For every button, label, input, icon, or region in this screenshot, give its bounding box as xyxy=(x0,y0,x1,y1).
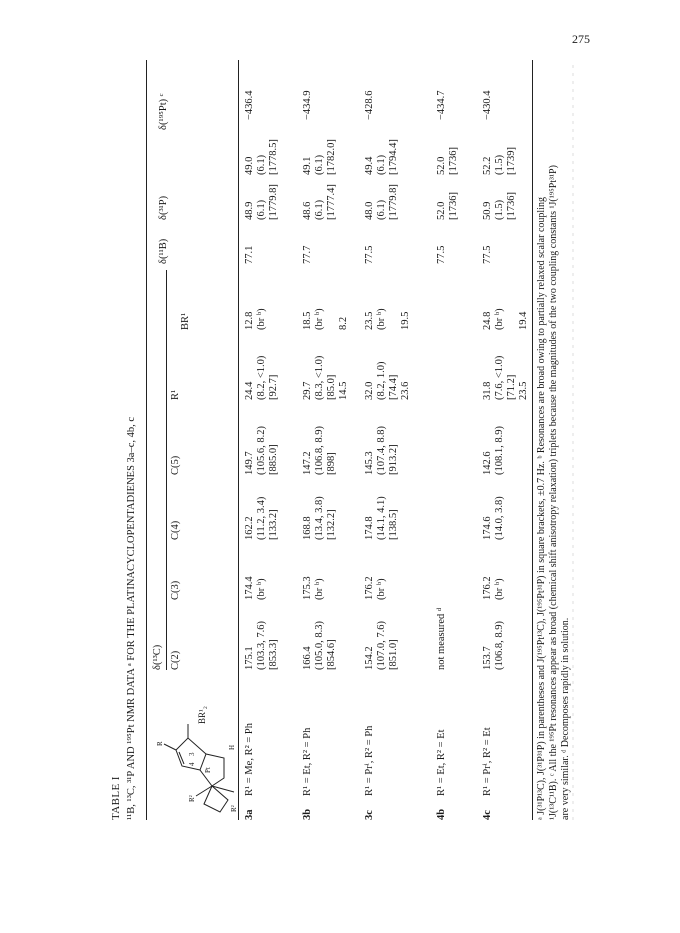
header-c2: C(2) xyxy=(170,650,181,670)
c3-note: (br ᵇ) xyxy=(494,578,505,600)
row-id: 4c xyxy=(482,810,493,820)
p31a-shift: 48.0 xyxy=(364,201,375,220)
p31a-pt-coupling: [1736] xyxy=(448,192,459,220)
c2-coupling: (105.0, 8.3) xyxy=(314,621,325,670)
svg-text:R²: R² xyxy=(230,805,238,812)
c5-shift: 147.2 xyxy=(302,451,313,475)
c2-pt-coupling: [851.0] xyxy=(388,639,399,670)
bottom-rule xyxy=(532,60,533,820)
c4-pt-coupling: [138.5] xyxy=(388,509,399,540)
br1-shift: 12.8 xyxy=(244,311,255,330)
c4-coupling: (11.2, 3.4) xyxy=(256,496,267,540)
p31b-pt-coupling: [1739] xyxy=(506,147,517,175)
r1-shift: 24.4 xyxy=(244,381,255,400)
table-caption: ¹¹B, ¹³C, ³¹P AND ¹⁹⁵Pt NMR DATA ᵃ FOR THE PLATINACYCLOPENTADIENES 3a–c, 4b, c xyxy=(126,416,137,820)
header-b11: δ(¹¹B) xyxy=(158,238,169,264)
header-br1: BR¹ xyxy=(180,312,191,330)
c3-shift: 174.4 xyxy=(244,576,255,600)
r1-coupling: (8.2, <1.0) xyxy=(256,355,267,400)
row-substituents: R¹ = Prⁱ, R² = Et xyxy=(482,727,493,796)
c2-pt-coupling: [853.3] xyxy=(268,639,279,670)
footnote-line-3: are very similar. ᵈ Decomposes rapidly in solution. xyxy=(560,617,571,820)
c4-coupling: (13.4, 3.8) xyxy=(314,496,325,540)
br1-shift: 18.5 xyxy=(302,311,313,330)
p31a-coupling: (6.1) xyxy=(314,199,325,220)
c4-coupling: (14.1, 4.1) xyxy=(376,496,387,540)
r1-shift: 31.8 xyxy=(482,381,493,400)
p31b-coupling: (6.1) xyxy=(314,154,325,175)
p31a-pt-coupling: [1779.8] xyxy=(268,184,279,220)
header-pt195: δ(¹⁹⁵Pt) ᶜ xyxy=(158,93,169,130)
br1-note: (br ᵇ) xyxy=(256,308,267,330)
c5-pt-coupling: [885.0] xyxy=(268,444,279,475)
c5-shift: 142.6 xyxy=(482,451,493,475)
c4-shift: 174.6 xyxy=(482,516,493,540)
c4-pt-coupling: [132.2] xyxy=(326,509,337,540)
svg-text:R: R xyxy=(156,741,164,746)
p31b-coupling: (1.5) xyxy=(494,154,505,175)
pt-shift: −436.4 xyxy=(244,90,255,120)
r1-pt-coupling: [85.0] xyxy=(326,374,337,400)
br1-note: (br ᵇ) xyxy=(314,308,325,330)
b11-shift: 77.5 xyxy=(436,245,447,264)
c3-shift: 176.2 xyxy=(482,576,493,600)
p31b-shift: 52.2 xyxy=(482,156,493,175)
page-number: 275 xyxy=(572,32,590,46)
bleed-through-text xyxy=(572,60,574,820)
svg-text:R²: R² xyxy=(188,795,196,802)
c4-shift: 162.2 xyxy=(244,516,255,540)
r1-coupling: (8.3, <1.0) xyxy=(314,355,325,400)
c5-shift: 145.3 xyxy=(364,451,375,475)
pt-shift: −428.6 xyxy=(364,90,375,120)
c3-shift: 176.2 xyxy=(364,576,375,600)
c4-pt-coupling: [133.2] xyxy=(268,509,279,540)
c2-pt-coupling: [854.6] xyxy=(326,639,337,670)
row-substituents: R¹ = Me, R² = Ph xyxy=(244,723,255,796)
c5-coupling: (106.8, 8.9) xyxy=(314,426,325,475)
row-substituents: R¹ = Et, R² = Ph xyxy=(302,727,313,796)
header-p31: δ(³¹P) xyxy=(158,195,169,220)
p31a-shift: 50.9 xyxy=(482,201,493,220)
c4-coupling: (14.0, 3.8) xyxy=(494,496,505,540)
br1-methyl-shift: 19.5 xyxy=(400,311,411,330)
p31b-coupling: (6.1) xyxy=(376,154,387,175)
c2-coupling: (106.8, 8.9) xyxy=(494,621,505,670)
r1-coupling: (7.6, <1.0) xyxy=(494,355,505,400)
c3-note: (br ᵇ) xyxy=(256,578,267,600)
p31b-pt-coupling: [1782.0] xyxy=(326,139,337,175)
c5-coupling: (105.6, 8.2) xyxy=(256,426,267,475)
p31a-coupling: (6.1) xyxy=(376,199,387,220)
p31b-shift: 49.4 xyxy=(364,156,375,175)
c2-coupling: (103.3, 7.6) xyxy=(256,621,267,670)
p31b-pt-coupling: [1794.4] xyxy=(388,139,399,175)
pt-shift: −434.7 xyxy=(436,90,447,120)
br1-methyl-shift: 19.4 xyxy=(518,311,529,330)
c4-shift: 174.8 xyxy=(364,516,375,540)
p31a-pt-coupling: [1777.4] xyxy=(326,184,337,220)
br1-shift: 23.5 xyxy=(364,311,375,330)
p31b-shift: 49.1 xyxy=(302,156,313,175)
svg-text:Pt: Pt xyxy=(204,767,212,773)
c5-shift: 149.7 xyxy=(244,451,255,475)
header-c13-group: δ(¹³C) xyxy=(152,644,163,670)
svg-text:H: H xyxy=(228,744,236,750)
b11-shift: 77.5 xyxy=(364,245,375,264)
c2-shift: 153.7 xyxy=(482,646,493,670)
p31a-coupling: (6.1) xyxy=(256,199,267,220)
p31a-shift: 48.6 xyxy=(302,201,313,220)
c2-shift: 166.4 xyxy=(302,646,313,670)
c5-pt-coupling: [898] xyxy=(326,452,337,475)
c3-note: (br ᵇ) xyxy=(314,578,325,600)
r1-pt-coupling: [92.7] xyxy=(268,374,279,400)
p31b-pt-coupling: [1736] xyxy=(448,147,459,175)
table-label: TABLE I xyxy=(110,776,122,820)
b11-shift: 77.5 xyxy=(482,245,493,264)
br1-methyl-shift: 8.2 xyxy=(338,316,349,330)
c13-rule xyxy=(166,270,167,670)
svg-text:3: 3 xyxy=(188,752,196,756)
c5-pt-coupling: [913.2] xyxy=(388,444,399,475)
p31a-shift: 52.0 xyxy=(436,201,447,220)
footnote-line-1: ᵃ J(³¹P¹³C), J(³¹P³¹P) in parentheses and J(¹⁹⁵Pt¹³C), J(¹⁹⁵Pt³¹P) in square brackets, ±0.7 Hz. ᵇ Resonances are broad owing to partially relaxed scalar coupling xyxy=(536,197,547,820)
c2-coupling: (107.0, 7.6) xyxy=(376,621,387,670)
br1-note: (br ᵇ) xyxy=(494,308,505,330)
r1-pt-coupling: [71.2] xyxy=(506,374,517,400)
r1-methyl-shift: 23.5 xyxy=(518,381,529,400)
c5-coupling: (108.1, 8.9) xyxy=(494,426,505,475)
structure-label: BR¹₂ xyxy=(197,706,207,724)
r1-coupling: (8.2, 1.0) xyxy=(376,361,387,400)
p31a-coupling: (1.5) xyxy=(494,199,505,220)
svg-text:4: 4 xyxy=(188,762,196,766)
p31b-pt-coupling: [1778.5] xyxy=(268,139,279,175)
pt-shift: −430.4 xyxy=(482,90,493,120)
p31a-shift: 48.9 xyxy=(244,201,255,220)
b11-shift: 77.1 xyxy=(244,245,255,264)
p31b-shift: 49.0 xyxy=(244,156,255,175)
c2-shift: 154.2 xyxy=(364,646,375,670)
c2-shift: 175.1 xyxy=(244,646,255,670)
c5-coupling: (107.4, 8.8) xyxy=(376,426,387,475)
row-substituents: R¹ = Prⁱ, R² = Ph xyxy=(364,725,375,796)
r1-methyl-shift: 14.5 xyxy=(338,381,349,400)
r1-pt-coupling: [74.4] xyxy=(388,374,399,400)
row-id: 3b xyxy=(302,808,313,820)
row-id: 4b xyxy=(436,808,447,820)
c3-note: (br ᵇ) xyxy=(376,578,387,600)
p31b-coupling: (6.1) xyxy=(256,154,267,175)
c4-shift: 168.8 xyxy=(302,516,313,540)
header-c4: C(4) xyxy=(170,520,181,540)
row-id: 3a xyxy=(244,809,255,820)
r1-shift: 29.7 xyxy=(302,381,313,400)
p31a-pt-coupling: [1779.8] xyxy=(388,184,399,220)
p31b-shift: 52.0 xyxy=(436,156,447,175)
not-measured-note: not measured ᵈ xyxy=(436,607,447,670)
header-c3: C(3) xyxy=(170,580,181,600)
p31a-pt-coupling: [1736] xyxy=(506,192,517,220)
header-c5: C(5) xyxy=(170,455,181,475)
row-id: 3c xyxy=(364,810,375,820)
r1-methyl-shift: 23.6 xyxy=(400,381,411,400)
rotated-table xyxy=(110,60,580,820)
r1-shift: 32.0 xyxy=(364,381,375,400)
br1-note: (br ᵇ) xyxy=(376,308,387,330)
br1-shift: 24.8 xyxy=(482,311,493,330)
header-bottom-rule xyxy=(238,60,239,820)
c3-shift: 175.3 xyxy=(302,576,313,600)
footnote-line-2: ¹J(¹³C¹¹B). ᶜ All the ¹⁹⁵Pt resonances appear as broad (chemical shift anisotropy relaxation) triplets because the magnitudes of the two coupling constants ¹J(¹⁹⁵Pt³¹P) xyxy=(548,165,559,820)
b11-shift: 77.7 xyxy=(302,245,313,264)
header-r1: R¹ xyxy=(170,389,181,400)
pt-shift: −434.9 xyxy=(302,90,313,120)
top-rule xyxy=(146,60,147,820)
row-substituents: R¹ = Et, R² = Et xyxy=(436,729,447,796)
